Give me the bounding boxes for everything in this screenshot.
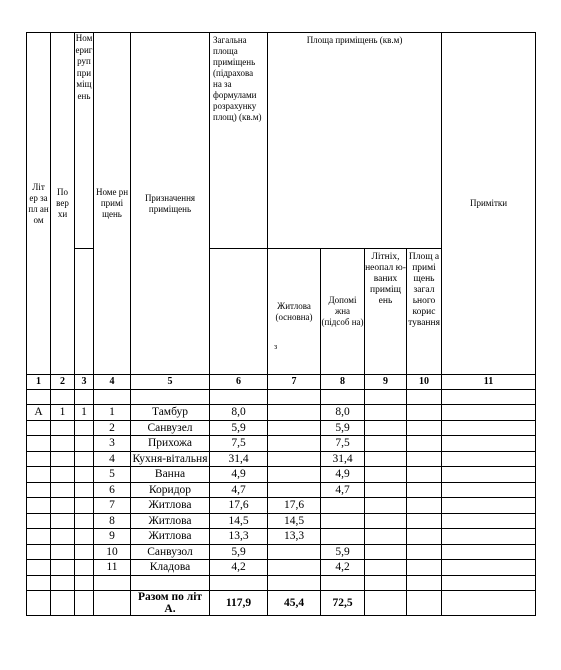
poverkh-cell: [51, 498, 75, 514]
column-number: 7: [268, 375, 321, 390]
header-zahalna-ploshcha: Загальна площа приміщень (підрахова на за формулами розрахунку площ) (кв.м): [210, 33, 268, 249]
table-row: [27, 498, 536, 514]
summer-area-cell: [365, 467, 407, 483]
grupa-cell: [75, 498, 94, 514]
room-number-cell: 7: [94, 498, 131, 514]
purpose-cell: Санвузел: [131, 420, 210, 436]
note-cell: [442, 405, 536, 421]
living-area-cell: 17,6: [268, 498, 321, 514]
room-number-cell: 1: [94, 405, 131, 421]
total-zahalna: 117,9: [210, 590, 268, 615]
aux-area-cell: 31,4: [321, 451, 365, 467]
common-area-cell: [407, 560, 442, 576]
room-number-cell: 3: [94, 436, 131, 452]
common-area-cell: [407, 544, 442, 560]
empty-cell: [27, 575, 51, 590]
empty-cell: [365, 590, 407, 615]
litera-cell: [27, 436, 51, 452]
summer-area-cell: [365, 560, 407, 576]
table-row: [27, 544, 536, 560]
spacer-row: [27, 575, 536, 590]
summer-area-cell: [365, 498, 407, 514]
purpose-cell: Ванна: [131, 467, 210, 483]
total-area-cell: 7,5: [210, 436, 268, 452]
litera-cell: [27, 420, 51, 436]
total-dopomizhna: 72,5: [321, 590, 365, 615]
aux-area-cell: [321, 498, 365, 514]
room-number-cell: 5: [94, 467, 131, 483]
common-area-cell: [407, 405, 442, 421]
empty-cell: [268, 390, 321, 405]
header-zhytlova: Житлова (основна): [275, 300, 313, 322]
common-area-cell: [407, 420, 442, 436]
aux-area-cell: 5,9: [321, 420, 365, 436]
header-zahalnoho: Площ а примі щень загал ьного корис тування: [407, 249, 442, 375]
aux-area-cell: [321, 529, 365, 545]
summer-area-cell: [365, 529, 407, 545]
total-area-cell: 5,9: [210, 420, 268, 436]
header-empty-3: [75, 249, 94, 375]
total-label: Разом по літ А.: [131, 590, 210, 615]
empty-cell: [131, 575, 210, 590]
column-number: 8: [321, 375, 365, 390]
grupa-cell: 1: [75, 405, 94, 421]
note-cell: [442, 560, 536, 576]
poverkh-cell: [51, 482, 75, 498]
poverkh-cell: [51, 420, 75, 436]
purpose-cell: Житлова: [131, 513, 210, 529]
room-number-cell: 9: [94, 529, 131, 545]
table-row: [27, 560, 536, 576]
empty-cell: [365, 575, 407, 590]
room-number-cell: 11: [94, 560, 131, 576]
common-area-cell: [407, 436, 442, 452]
total-area-cell: 4,2: [210, 560, 268, 576]
litera-cell: [27, 467, 51, 483]
empty-cell: [210, 390, 268, 405]
litera-cell: [27, 498, 51, 514]
column-number: 4: [94, 375, 131, 390]
note-cell: [442, 420, 536, 436]
table-row: [27, 405, 536, 421]
living-area-cell: [268, 544, 321, 560]
note-cell: [442, 467, 536, 483]
empty-cell: [442, 575, 536, 590]
litera-cell: А: [27, 405, 51, 421]
empty-cell: [131, 390, 210, 405]
litera-cell: [27, 544, 51, 560]
empty-cell: [407, 390, 442, 405]
total-area-cell: 13,3: [210, 529, 268, 545]
empty-cell: [210, 575, 268, 590]
header-zhytlova-mark: з: [274, 342, 278, 351]
empty-cell: [94, 575, 131, 590]
common-area-cell: [407, 451, 442, 467]
purpose-cell: Коридор: [131, 482, 210, 498]
living-area-cell: [268, 467, 321, 483]
empty-cell: [75, 590, 94, 615]
aux-area-cell: 4,2: [321, 560, 365, 576]
living-area-cell: [268, 560, 321, 576]
room-area-sheet: [26, 32, 535, 616]
header-empty-6: [210, 249, 268, 375]
column-number: 11: [442, 375, 536, 390]
room-number-cell: 8: [94, 513, 131, 529]
empty-cell: [27, 590, 51, 615]
grupa-cell: [75, 467, 94, 483]
total-area-cell: 31,4: [210, 451, 268, 467]
column-number: 1: [27, 375, 51, 390]
note-cell: [442, 529, 536, 545]
empty-cell: [268, 575, 321, 590]
empty-cell: [321, 390, 365, 405]
total-area-cell: 4,9: [210, 467, 268, 483]
litera-cell: [27, 529, 51, 545]
grupa-cell: [75, 544, 94, 560]
purpose-cell: Прихожа: [131, 436, 210, 452]
poverkh-cell: [51, 451, 75, 467]
empty-cell: [365, 390, 407, 405]
aux-area-cell: 8,0: [321, 405, 365, 421]
empty-cell: [75, 390, 94, 405]
litera-cell: [27, 451, 51, 467]
summer-area-cell: [365, 420, 407, 436]
note-cell: [442, 482, 536, 498]
table-row: [27, 467, 536, 483]
common-area-cell: [407, 513, 442, 529]
table-row: [27, 436, 536, 452]
empty-cell: [442, 590, 536, 615]
room-number-cell: 4: [94, 451, 131, 467]
purpose-cell: Житлова: [131, 529, 210, 545]
summer-area-cell: [365, 405, 407, 421]
living-area-cell: [268, 420, 321, 436]
room-area-table: [26, 32, 536, 616]
aux-area-cell: 4,7: [321, 482, 365, 498]
living-area-cell: [268, 405, 321, 421]
living-area-cell: [268, 451, 321, 467]
litera-cell: [27, 482, 51, 498]
header-prymitky: Примітки: [442, 33, 536, 375]
note-cell: [442, 498, 536, 514]
header-zhytlova-cell: [268, 249, 321, 375]
table-row: [27, 482, 536, 498]
empty-cell: [94, 390, 131, 405]
column-number: 6: [210, 375, 268, 390]
empty-cell: [51, 575, 75, 590]
purpose-cell: Житлова: [131, 498, 210, 514]
room-number-cell: 10: [94, 544, 131, 560]
aux-area-cell: 7,5: [321, 436, 365, 452]
summer-area-cell: [365, 436, 407, 452]
purpose-cell: Кладова: [131, 560, 210, 576]
total-row: [27, 590, 536, 615]
header-nomer-prymishchen: Номе рн примі щень: [94, 33, 131, 375]
poverkh-cell: [51, 529, 75, 545]
room-number-cell: 6: [94, 482, 131, 498]
empty-cell: [94, 590, 131, 615]
purpose-cell: Санвузол: [131, 544, 210, 560]
header-poverkhy: По вер хи: [51, 33, 75, 375]
header-litni: Літніх, неопал ю- ваних приміщ ень: [365, 249, 407, 375]
total-area-cell: 5,9: [210, 544, 268, 560]
room-number-cell: 2: [94, 420, 131, 436]
header-row-main: [27, 33, 536, 249]
summer-area-cell: [365, 451, 407, 467]
poverkh-cell: 1: [51, 405, 75, 421]
header-litera: Літ ер за пл ан ом: [27, 33, 51, 375]
grupa-cell: [75, 560, 94, 576]
poverkh-cell: [51, 513, 75, 529]
empty-cell: [27, 390, 51, 405]
common-area-cell: [407, 467, 442, 483]
purpose-cell: Кухня-вітальня: [132, 452, 208, 465]
column-number: 3: [75, 375, 94, 390]
common-area-cell: [407, 498, 442, 514]
header-nomer-grupy: Номериг рупприміщень: [75, 33, 94, 249]
table-row: [27, 529, 536, 545]
table-row: [27, 451, 536, 467]
note-cell: [442, 451, 536, 467]
table-row: [27, 513, 536, 529]
empty-cell: [407, 590, 442, 615]
empty-cell: [321, 575, 365, 590]
living-area-cell: 14,5: [268, 513, 321, 529]
summer-area-cell: [365, 544, 407, 560]
note-cell: [442, 513, 536, 529]
total-area-cell: 14,5: [210, 513, 268, 529]
purpose-cell: Тамбур: [131, 405, 210, 421]
grupa-cell: [75, 482, 94, 498]
header-ploshcha-group: Площа приміщень (кв.м): [268, 33, 442, 249]
common-area-cell: [407, 529, 442, 545]
aux-area-cell: [321, 513, 365, 529]
total-area-cell: 17,6: [210, 498, 268, 514]
litera-cell: [27, 560, 51, 576]
spacer-row: [27, 390, 536, 405]
header-pryznachennia: Призначення приміщень: [131, 33, 210, 375]
empty-cell: [51, 590, 75, 615]
aux-area-cell: 5,9: [321, 544, 365, 560]
column-number: 9: [365, 375, 407, 390]
poverkh-cell: [51, 467, 75, 483]
grupa-cell: [75, 420, 94, 436]
poverkh-cell: [51, 544, 75, 560]
table-row: [27, 420, 536, 436]
living-area-cell: 13,3: [268, 529, 321, 545]
poverkh-cell: [51, 560, 75, 576]
poverkh-cell: [51, 436, 75, 452]
empty-cell: [75, 575, 94, 590]
room-rows: [27, 405, 536, 576]
grupa-cell: [75, 436, 94, 452]
total-area-cell: 8,0: [210, 405, 268, 421]
column-number: 2: [51, 375, 75, 390]
litera-cell: [27, 513, 51, 529]
common-area-cell: [407, 482, 442, 498]
summer-area-cell: [365, 513, 407, 529]
column-number: 5: [131, 375, 210, 390]
living-area-cell: [268, 482, 321, 498]
summer-area-cell: [365, 482, 407, 498]
note-cell: [442, 544, 536, 560]
total-area-cell: 4,7: [210, 482, 268, 498]
grupa-cell: [75, 529, 94, 545]
aux-area-cell: 4,9: [321, 467, 365, 483]
column-number-row: [27, 375, 536, 390]
header-dopomizhna: Допомі жна (підсоб на): [321, 249, 365, 375]
living-area-cell: [268, 436, 321, 452]
grupa-cell: [75, 451, 94, 467]
column-number: 10: [407, 375, 442, 390]
note-cell: [442, 436, 536, 452]
empty-cell: [407, 575, 442, 590]
total-zhytlova: 45,4: [268, 590, 321, 615]
empty-cell: [51, 390, 75, 405]
grupa-cell: [75, 513, 94, 529]
empty-cell: [442, 390, 536, 405]
